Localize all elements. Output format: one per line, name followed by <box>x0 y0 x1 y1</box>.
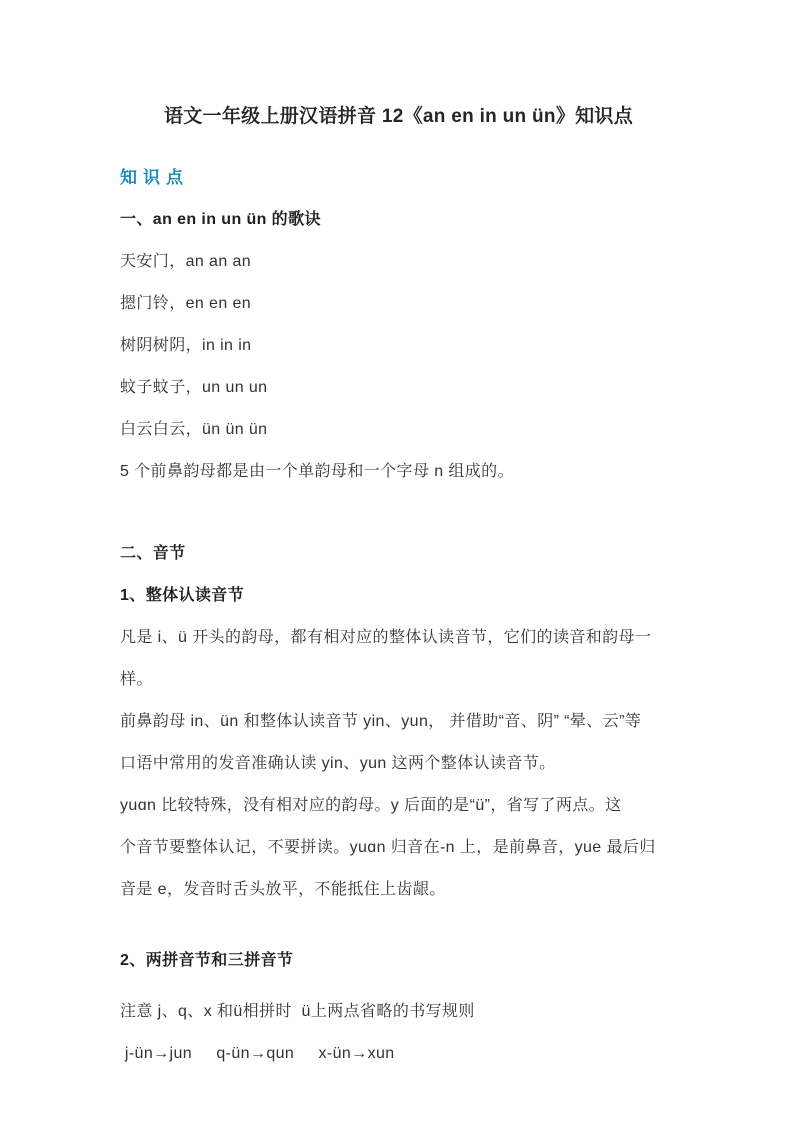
rhyme-line-in: 树阴树阴，in in in <box>120 337 252 354</box>
section-2-heading: 二、音节 <box>120 545 186 562</box>
subsection-2-heading: 2、两拼音节和三拼音节 <box>120 952 294 969</box>
rhyme-line-un: 蚊子蚊子，un un un <box>120 379 268 396</box>
document-title: 语文一年级上册汉语拼音 12《an en in un ün》知识点 <box>163 106 634 127</box>
section-1-heading: 一、an en in un ün 的歌诀 <box>120 211 321 228</box>
subsection-1-body-line-2: 前鼻韵母 in、ün 和整体认读音节 yin、yun， 并借助“音、阴” “晕、云”等 <box>120 713 642 730</box>
knowledge-points-heading: 知识点 <box>120 168 189 187</box>
subsection-1-body-line-6: 音是 e，发音时舌头放平，不能抵住上齿龈。 <box>120 881 446 898</box>
subsection-1-body-line-4: yuɑn 比较特殊，没有相对应的韵母。y 后面的是“ü”，省写了两点。这 <box>120 797 622 814</box>
subsection-2-note-line: 注意 j、q、x 和ü相拼时 ü上两点省略的书写规则 <box>120 1003 475 1020</box>
rhyme-line-vn: 白云白云，ün ün ün <box>120 421 268 438</box>
subsection-1-body-line-3: 口语中常用的发音准确认读 yin、yun 这两个整体认读音节。 <box>120 755 556 772</box>
subsection-1-body-line-1: 凡是 i、ü 开头的韵母，都有相对应的整体认读音节，它们的读音和韵母一样。 <box>120 629 652 688</box>
subsection-1-body-line-5: 个音节要整体认记，不要拼读。yuɑn 归音在-n 上，是前鼻音，yue 最后归 <box>120 839 656 856</box>
rhyme-line-an: 天安门，an an an <box>120 253 252 270</box>
section-1-summary-line: 5 个前鼻韵母都是由一个单韵母和一个字母 n 组成的。 <box>120 463 514 480</box>
subsection-2-formula-line: j-ün→jun q-ün→qun x-ün→xun <box>120 1045 395 1062</box>
subsection-1-heading: 1、整体认读音节 <box>120 587 245 604</box>
rhyme-line-en: 摁门铃，en en en <box>120 295 252 312</box>
